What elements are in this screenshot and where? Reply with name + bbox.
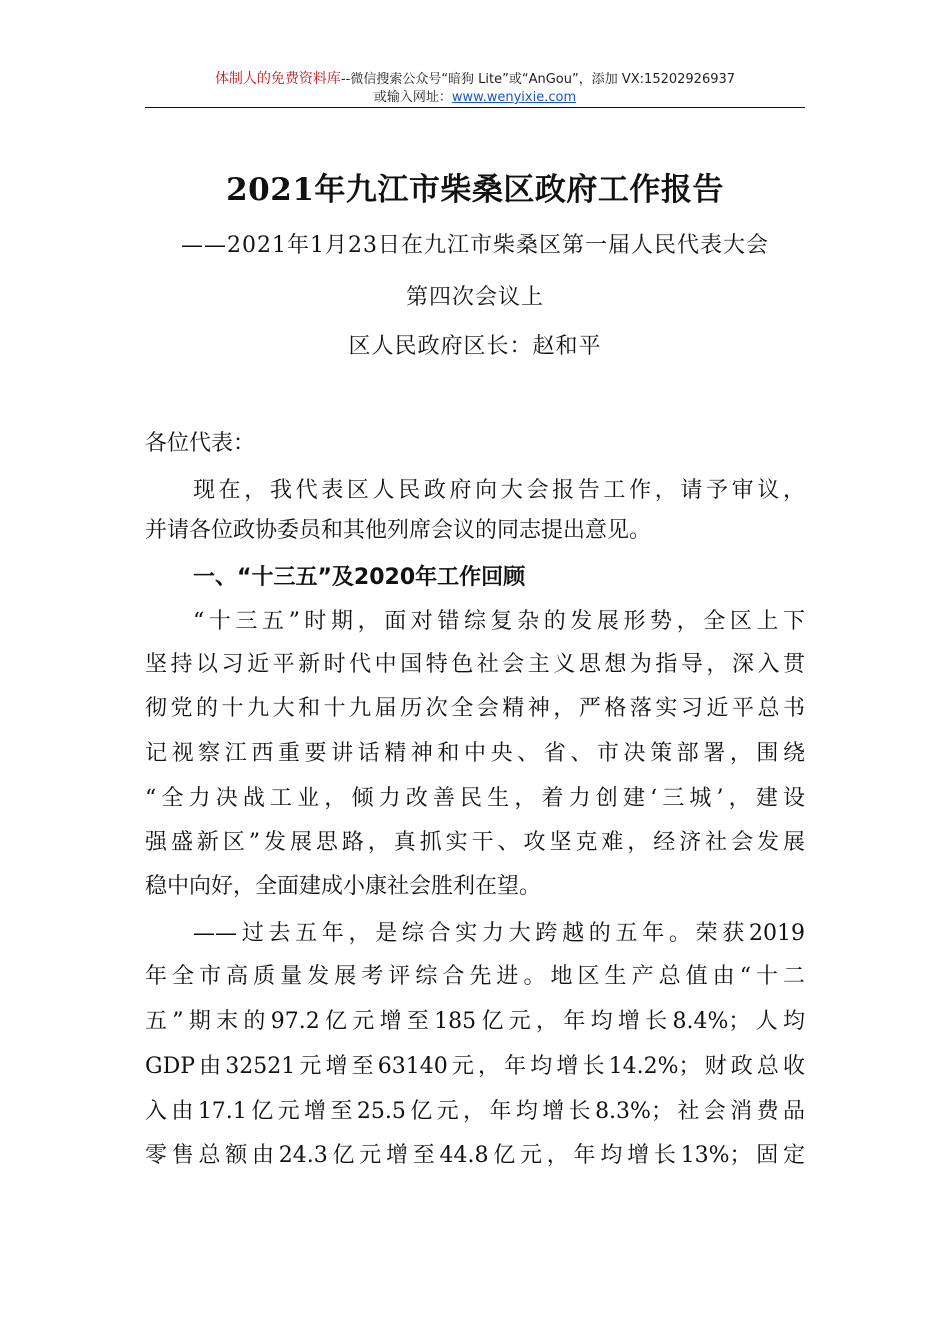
paragraph-2-line: 稳中向好，全面建成小康社会胜利在望。: [145, 874, 542, 899]
header-info: --微信搜索公众号“暗狗 Lite”或“AnGou”，添加 VX:15202926937: [340, 72, 736, 87]
paragraph-3-line: 五”期末的97.2亿元增至185亿元，年均增长8.4%；人均: [145, 1009, 805, 1034]
header-line-2: [145, 89, 805, 107]
salutation: 各位代表：: [145, 431, 256, 456]
paragraph-3-line: 年全市高质量发展考评综合先进。地区生产总值由“十二: [145, 964, 805, 989]
page-header: [145, 70, 805, 107]
subtitle-line-2: 第四次会议上: [405, 285, 544, 310]
paragraph-2-line: “十三五”时期，面对错综复杂的发展形势，全区上下: [193, 609, 805, 634]
subtitle-line-1: ——2021年1月23日在九江市柴桑区第一届人民代表大会: [181, 233, 769, 258]
header-url-prefix: 或输入网址：: [373, 90, 452, 105]
paragraph-2-line: 记视察江西重要讲话精神和中央、省、市决策部署，围绕: [145, 741, 805, 766]
paragraph-3-line: 零售总额由24.3亿元增至44.8亿元，年均增长13%；固定: [145, 1143, 805, 1168]
paragraph-2-line: 坚持以习近平新时代中国特色社会主义思想为指导，深入贯: [145, 652, 805, 677]
paragraph-2-line: 彻党的十九大和十九届历次全会精神，严格落实习近平总书: [145, 696, 805, 721]
paragraph-3-line: GDP由32521元增至63140元，年均增长14.2%；财政总收: [145, 1054, 805, 1079]
paragraph-3-line: 入由17.1亿元增至25.5亿元，年均增长8.3%；社会消费品: [145, 1099, 805, 1124]
header-url-link[interactable]: www.wenyixie.com: [451, 90, 577, 105]
header-brand: 体制人的免费资料库: [214, 71, 341, 87]
author-line: 区人民政府区长：赵和平: [348, 334, 602, 359]
header-divider: [145, 107, 805, 108]
section-heading-1: 一、“十三五”及2020年工作回顾: [193, 565, 526, 590]
document-title: 2021年九江市柴桑区政府工作报告: [226, 172, 724, 208]
paragraph-3-line: ——过去五年，是综合实力大跨越的五年。荣获2019: [193, 921, 805, 946]
paragraph-2-line: “全力决战工业，倾力改善民生，着力创建‘三城’，建设: [145, 786, 805, 811]
header-line-1: [145, 70, 805, 89]
paragraph-1-line-1: 现在，我代表区人民政府向大会报告工作，请予审议，: [193, 478, 805, 503]
paragraph-2-line: 强盛新区”发展思路，真抓实干、攻坚克难，经济社会发展: [145, 830, 805, 855]
paragraph-1-line-2: 并请各位政协委员和其他列席会议的同志提出意见。: [145, 518, 652, 543]
